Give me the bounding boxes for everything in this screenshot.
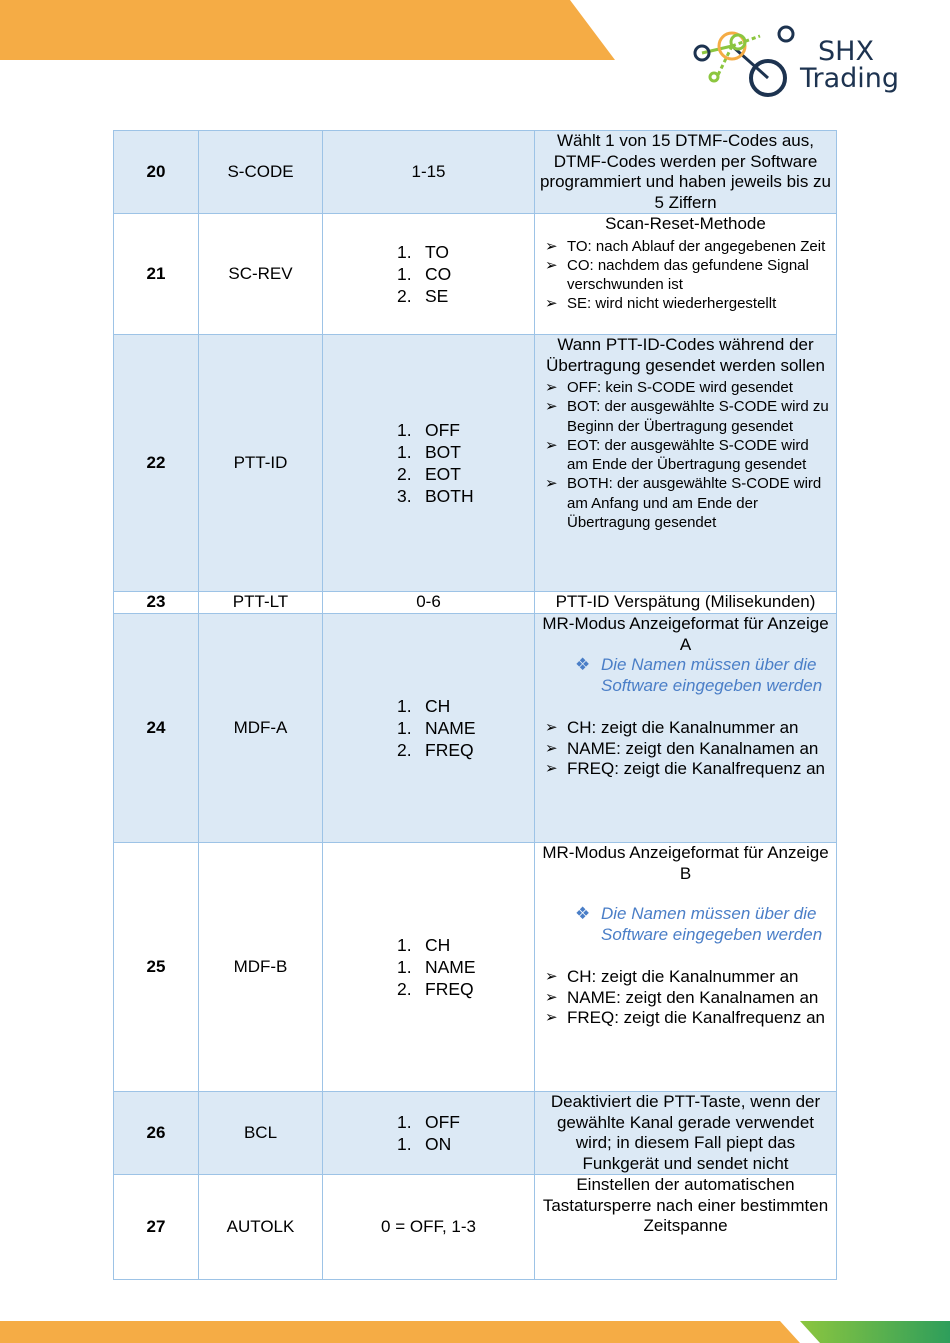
table-row <box>114 1175 837 1280</box>
arrow-bullet-icon: ➢ <box>545 256 558 274</box>
table-row <box>114 843 837 1092</box>
settings-table <box>113 130 837 1280</box>
bullet-item: ➢ SE: wird nicht wiederhergestellt <box>545 295 777 313</box>
bullet-item: ➢ BOTH: der ausgewählte S-CODE wird am Anfang und am Ende der Übertragung gesendet <box>545 475 822 532</box>
option-item: 1. CO <box>397 264 452 284</box>
setting-description: Wählt 1 von 15 DTMF-Codes aus, DTMF-Codes werden per Software programmiert und haben jeweils bis zu 5 Ziffern <box>535 131 837 214</box>
setting-options <box>323 335 535 592</box>
setting-description: PTT-ID Verspätung (Milisekunden) <box>535 592 837 614</box>
bullet-item: ➢ NAME: zeigt den Kanalnamen an <box>545 987 819 1007</box>
arrow-bullet-icon: ➢ <box>545 719 558 736</box>
bullet-item: ➢ OFF: kein S-CODE wird gesendet <box>545 379 793 396</box>
setting-name: PTT-LT <box>199 592 323 614</box>
description-title: MR-Modus Anzeigeformat für Anzeige B <box>542 843 829 883</box>
bullet-item: ➢ CH: zeigt die Kanalnummer an <box>545 967 799 986</box>
setting-value: 0-6 <box>323 592 535 614</box>
table-row <box>114 335 837 592</box>
setting-description: Deaktiviert die PTT-Taste, wenn der gewählte Kanal gerade verwendet wird; in diesem Fall piept das Funkgerät und sendet nicht <box>535 1092 837 1175</box>
brand-line-2: Trading <box>800 63 900 94</box>
option-item: 1. NAME <box>397 718 476 738</box>
description-title: Scan-Reset-Methode <box>605 214 766 233</box>
bullet-item: ➢ FREQ: zeigt die Kanalfrequenz an <box>545 759 825 778</box>
setting-value: 1-15 <box>323 131 535 214</box>
footer-bar <box>0 1321 950 1343</box>
option-item: 2. EOT <box>397 464 461 484</box>
setting-name: BCL <box>199 1092 323 1175</box>
setting-name: MDF-B <box>199 843 323 1092</box>
setting-description: Einstellen der automatischen Tastatursperre nach einer bestimmten Zeitspanne <box>535 1175 837 1280</box>
bullet-item: ➢ CH: zeigt die Kanalnummer an <box>545 718 799 737</box>
option-item: 1. CH <box>397 935 451 955</box>
bullet-item: ➢ EOT: der ausgewählte S-CODE wird am Ende der Übertragung gesendet <box>545 436 809 474</box>
setting-name: MDF-A <box>199 614 323 843</box>
row-number: 24 <box>114 614 199 843</box>
table-row <box>114 614 837 843</box>
setting-name: AUTOLK <box>199 1175 323 1280</box>
arrow-bullet-icon: ➢ <box>545 968 558 985</box>
option-item: 1. OFF <box>397 420 460 440</box>
setting-name: PTT-ID <box>199 335 323 592</box>
arrow-bullet-icon: ➢ <box>545 988 558 1006</box>
bullet-item: ➢ FREQ: zeigt die Kanalfrequenz an <box>545 1008 825 1027</box>
bullet-item: ➢ CO: nachdem das gefundene Signal verschwunden ist <box>545 256 809 294</box>
description-title: Wann PTT-ID-Codes während der Übertragung gesendet werden sollen <box>546 335 825 375</box>
diamond-bullet-icon: ❖ <box>575 655 591 674</box>
setting-description <box>535 214 837 335</box>
header-orange-bar <box>0 0 615 60</box>
setting-name: S-CODE <box>199 131 323 214</box>
arrow-bullet-icon: ➢ <box>545 237 558 255</box>
setting-description <box>535 614 837 843</box>
arrow-bullet-icon: ➢ <box>545 436 558 454</box>
arrow-bullet-icon: ➢ <box>545 739 558 757</box>
arrow-bullet-icon: ➢ <box>545 1009 558 1026</box>
arrow-bullet-icon: ➢ <box>545 398 558 416</box>
note-text: ❖ Die Namen müssen über die Software eingegeben werden <box>575 655 823 695</box>
option-item: 2. FREQ <box>397 979 474 999</box>
arrow-bullet-icon: ➢ <box>545 379 558 396</box>
footer-orange-bar <box>0 1321 800 1343</box>
setting-options <box>323 214 535 335</box>
option-item: 1. OFF <box>397 1112 460 1132</box>
option-item: 2. FREQ <box>397 740 474 760</box>
arrow-bullet-icon: ➢ <box>545 295 558 313</box>
table-row <box>114 131 837 214</box>
option-item: 1. NAME <box>397 957 476 977</box>
bullet-item: ➢ BOT: der ausgewählte S-CODE wird zu Beginn der Übertragung gesendet <box>545 398 829 435</box>
option-item: 1. CH <box>397 696 451 716</box>
description-title: MR-Modus Anzeigeformat für Anzeige A <box>542 614 829 654</box>
note-text: ❖ Die Namen müssen über die Software eingegeben werden <box>575 904 823 944</box>
bullet-item: ➢ NAME: zeigt den Kanalnamen an <box>545 738 819 758</box>
option-item: 1. ON <box>397 1134 452 1154</box>
setting-description <box>535 335 837 592</box>
option-item: 2. SE <box>397 286 449 306</box>
table-row <box>114 214 837 335</box>
option-item: 1. TO <box>397 242 449 262</box>
setting-name: SC-REV <box>199 214 323 335</box>
row-number: 26 <box>114 1092 199 1175</box>
row-number: 27 <box>114 1175 199 1280</box>
option-item: 3. BOTH <box>397 486 474 506</box>
row-number: 20 <box>114 131 199 214</box>
brand-name <box>800 38 899 92</box>
bullet-item: ➢ TO: nach Ablauf der angegebenen Zeit <box>545 237 826 255</box>
row-number: 23 <box>114 592 199 614</box>
brand-line-1: SHX <box>818 36 874 67</box>
setting-description <box>535 843 837 1092</box>
row-number: 25 <box>114 843 199 1092</box>
setting-value: 0 = OFF, 1-3 <box>323 1175 535 1280</box>
table-row <box>114 592 837 614</box>
footer-green-bar <box>800 1321 950 1343</box>
setting-options <box>323 843 535 1092</box>
setting-options <box>323 614 535 843</box>
table-row <box>114 1092 837 1175</box>
arrow-bullet-icon: ➢ <box>545 475 558 493</box>
setting-options <box>323 1092 535 1175</box>
row-number: 21 <box>114 214 199 335</box>
arrow-bullet-icon: ➢ <box>545 760 558 777</box>
diamond-bullet-icon: ❖ <box>575 904 591 923</box>
row-number: 22 <box>114 335 199 592</box>
option-item: 1. BOT <box>397 442 461 462</box>
